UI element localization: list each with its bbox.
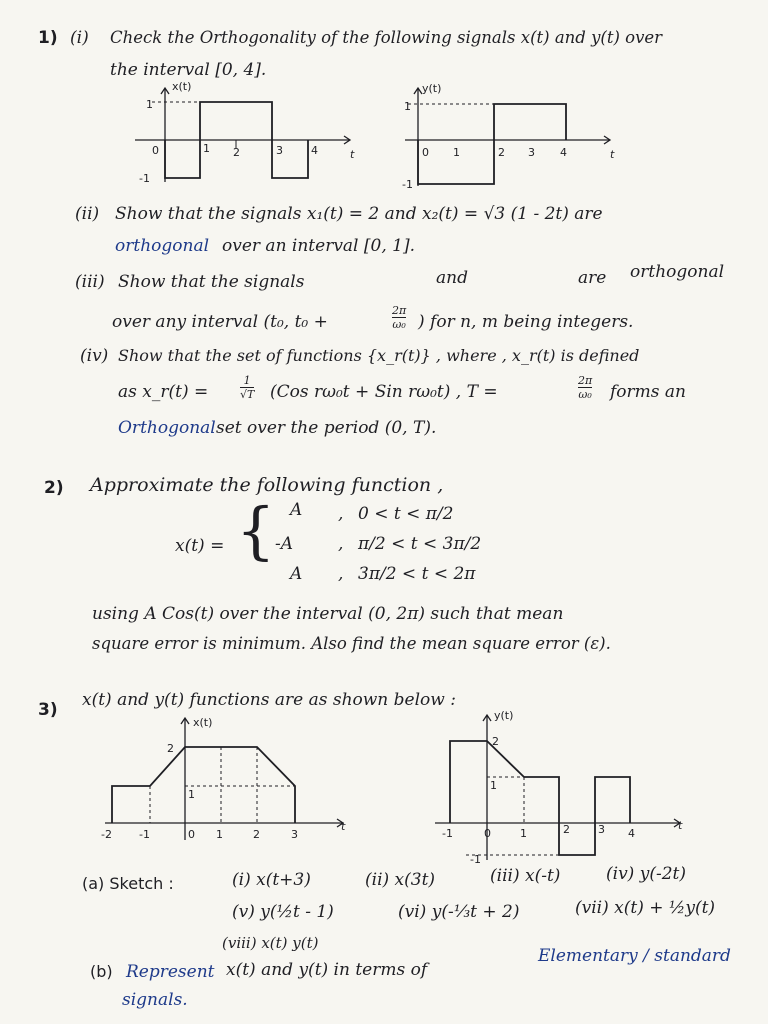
q3-part-a-item-6: (vi) y(-⅓t + 2) [398,902,520,922]
q2-intro: Approximate the following function , [90,474,444,496]
q2-number: 2) [44,478,64,498]
q3-gy-t1: 1 [520,827,527,840]
q1-part-iv-frac1-num: 1 [243,374,251,387]
q1-graph-x-label: x(t) [172,80,192,93]
q1-gx-t2: 2 [233,146,240,159]
q1-gx-y1: 1 [146,98,153,111]
q1-gx-t3: 3 [276,144,283,157]
q2-case1-cond: 0 < t < π/2 [358,504,454,524]
q2-case3-value: A [290,564,303,584]
q2-comma-2: , [338,534,344,554]
q3-part-a-item-5: (v) y(½t - 1) [232,902,334,922]
q1-part-iv-line3-a: Orthogonal [118,418,216,438]
q1-gy-t3: 3 [528,146,535,159]
q3-gy-t3: 3 [598,823,605,836]
q1-part-iii-line1-c: are [578,268,607,288]
q3-gy-t4: 4 [628,827,635,840]
q1-part-iv-frac2 [578,374,592,401]
q1-part-iv-line2-b: (Cos rω₀t + Sin rω₀t) , T = [270,382,498,402]
q3-gy-tm1: -1 [442,827,453,840]
q1-part-iv-frac1-den: √T [240,388,255,401]
q1-part-iv-roman: (iv) [80,346,109,366]
q3-part-a-item-2: (ii) x(3t) [365,870,436,890]
q1-part-i-line1: Check the Orthogonality of the following signals x(t) and y(t) over [110,28,663,47]
q3-gx-t3: 3 [291,828,298,841]
q3-part-a-item-8: (viii) x(t) y(t) [222,934,319,952]
q1-gx-t4: 4 [311,144,318,157]
q3-gx-y2: 2 [167,742,174,755]
q1-gy-t2: 2 [498,146,505,159]
q3-gy-y1: 1 [490,779,497,792]
q3-part-a-label: (a) Sketch : [82,874,174,893]
q1-graph-y [400,82,630,192]
q3-gx-tm2: -2 [101,828,112,841]
q1-gx-ym1: -1 [139,172,150,185]
q1-part-ii-roman: (ii) [75,204,100,224]
q2-comma-1: , [338,504,344,524]
q3-gx-t2: 2 [253,828,260,841]
q3-part-a-item-7: (vii) x(t) + ½y(t) [575,898,716,918]
q1-part-iv-line1: Show that the set of functions {x_r(t)} , where , x_r(t) is defined [118,346,640,365]
q3-graph-x-label: x(t) [193,716,213,729]
q1-gy-t4: 4 [560,146,567,159]
q1-part-ii-line2-a: orthogonal [115,236,210,256]
q1-gy-y1: 1 [404,100,411,113]
q2-brace: { [236,494,276,567]
q1-part-iii-frac-den: ω₀ [392,318,406,331]
q2-case2-cond: π/2 < t < 3π/2 [358,534,482,554]
q2-case2-value: -A [275,534,294,554]
q1-part-iii-fraction [392,304,406,331]
q1-part-iii-line2-a: over any interval (t₀, t₀ + [112,312,328,332]
q3-part-b-line2: signals. [122,990,188,1010]
q3-gy-ym1: -1 [470,853,481,866]
q3-gy-t2: 2 [563,823,570,836]
q3-part-b-line1-c: Elementary / standard [538,946,731,966]
q1-gy-t0: 0 [422,146,429,159]
q3-intro: x(t) and y(t) functions are as shown below : [82,690,456,710]
q2-line2: square error is minimum. Also find the mean square error (ε). [92,634,611,653]
q1-part-iv-frac2-den: ω₀ [578,388,592,401]
q1-part-iii-line2-b: ) for n, m being integers. [418,312,634,332]
q1-part-iv-frac1 [240,374,254,401]
q1-part-iii-line1-b: and [436,268,468,288]
q3-graph-y-label: y(t) [494,709,514,722]
q1-part-i-roman: (i) [70,28,89,48]
q1-gx-t1: 1 [203,142,210,155]
q1-graph-y-label: y(t) [422,82,442,95]
q1-part-iii-frac-num: 2π [392,304,407,317]
q1-part-iv-line2-c: forms an [610,382,686,402]
q3-gy-y2: 2 [492,735,499,748]
q3-number: 3) [38,700,58,720]
q3-part-b-line1-b: x(t) and y(t) in terms of [226,960,428,980]
q1-graph-x [130,82,360,192]
q1-part-iii-roman: (iii) [75,272,105,292]
q1-gy-t1: 1 [453,146,460,159]
q1-part-iii-line1-a: Show that the signals [118,272,305,292]
q3-gx-t0: 0 [188,828,195,841]
q2-case1-value: A [290,500,303,520]
q1-part-iv-frac2-num: 2π [578,374,593,387]
q3-gx-y1: 1 [188,788,195,801]
q1-gx-t0: 0 [152,144,159,157]
q3-part-a-item-3: (iii) x(-t) [490,866,561,886]
q2-comma-3: , [338,564,344,584]
q3-gy-axis: t [678,819,683,832]
q1-part-ii-line2-b: over an interval [0, 1]. [222,236,416,256]
q1-part-i-line2: the interval [0, 4]. [110,60,267,80]
q1-part-iv-line3-b: set over the period (0, T). [216,418,437,438]
q3-part-b-label: (b) [90,962,113,981]
q1-gy-ym1: -1 [402,178,413,191]
q3-graph-x [95,710,365,860]
q1-part-iv-line2-a: as x_r(t) = [118,382,209,402]
q2-line1: using A Cos(t) over the interval (0, 2π) such that mean [92,604,564,624]
q1-gy-axis: t [610,148,615,161]
q3-gx-t1: 1 [216,828,223,841]
q2-lhs: x(t) = [175,536,225,556]
q1-part-ii-line1: Show that the signals x₁(t) = 2 and x₂(t) = √3 (1 - 2t) are [115,204,603,224]
q3-gx-axis: t [341,820,346,833]
q3-graph-y [430,705,690,865]
q3-gx-tm1: -1 [139,828,150,841]
q3-part-b-line1-a: Represent [126,962,215,982]
q3-gy-t0: 0 [484,827,491,840]
q2-case3-cond: 3π/2 < t < 2π [358,564,476,584]
q3-part-a-item-4: (iv) y(-2t) [606,864,686,884]
q1-part-iii-line1-d: orthogonal [630,262,725,282]
q1-number: 1) [38,28,58,48]
q1-gx-axis: t [350,148,355,161]
q3-part-a-item-1: (i) x(t+3) [232,870,311,890]
